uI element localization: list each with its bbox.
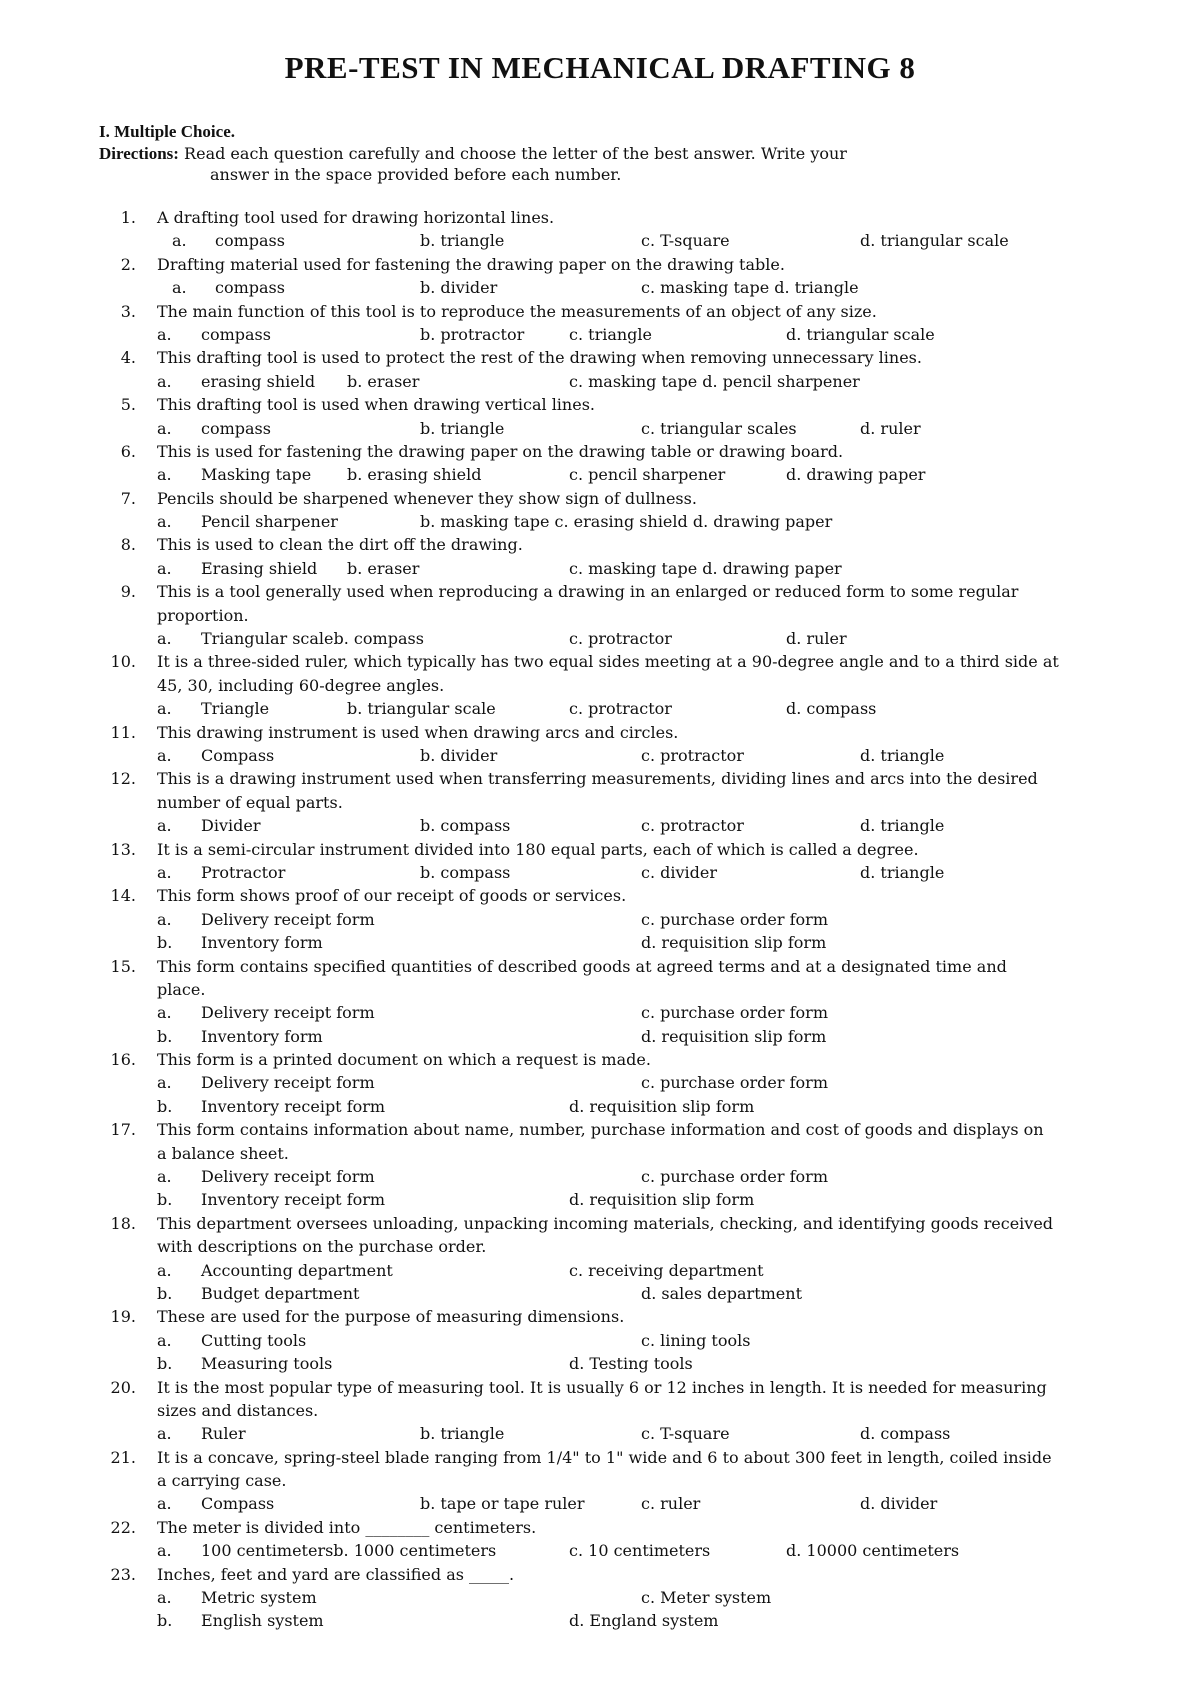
choice-text: c. masking tape d. triangle bbox=[641, 278, 859, 298]
question-text: It is a three-sided ruler, which typically has two equal sides meeting at a 90-degree angle and to a third side at bbox=[157, 652, 1059, 672]
question-text: A drafting tool used for drawing horizontal lines. bbox=[157, 208, 555, 227]
question-line bbox=[0, 767, 1200, 790]
question-item bbox=[0, 487, 1200, 534]
question-number: 10. bbox=[110, 652, 136, 672]
question-line bbox=[0, 1563, 1200, 1586]
choice-row bbox=[0, 1586, 1200, 1609]
choice-text: Inventory form bbox=[201, 933, 323, 953]
choice-row bbox=[0, 697, 1200, 720]
question-number: 9. bbox=[120, 582, 136, 602]
choice-row bbox=[0, 861, 1200, 884]
question-item bbox=[0, 580, 1200, 650]
choice-text: Protractor bbox=[201, 862, 286, 882]
question-text: a carrying case. bbox=[157, 1471, 287, 1491]
question-text: The meter is divided into ________ centimeters. bbox=[157, 1517, 537, 1537]
choice-letter: b. bbox=[157, 1026, 173, 1046]
choice-letter: a. bbox=[157, 558, 172, 578]
question-line bbox=[0, 393, 1200, 416]
question-text: This form shows proof of our receipt of goods or services. bbox=[157, 886, 627, 906]
choice-text: d. requisition slip form bbox=[641, 933, 827, 953]
choice-text: c. ruler bbox=[641, 1494, 701, 1514]
question-text: place. bbox=[157, 979, 206, 999]
choice-text: c. protractor bbox=[641, 745, 744, 765]
choice-letter: b. bbox=[157, 1283, 173, 1303]
choice-letter: a. bbox=[157, 324, 172, 344]
choice-letter: b. bbox=[157, 1190, 173, 1210]
choice-text: c. masking tape d. pencil sharpener bbox=[569, 371, 860, 391]
question-line bbox=[0, 1305, 1200, 1328]
choice-row bbox=[0, 370, 1200, 393]
choice-letter: a. bbox=[157, 371, 172, 391]
choice-text: c. purchase order form bbox=[641, 1073, 828, 1093]
choice-text: c. pencil sharpener bbox=[569, 465, 726, 485]
question-line bbox=[0, 580, 1200, 603]
choice-letter: b. bbox=[157, 1354, 173, 1374]
question-line bbox=[0, 1516, 1200, 1539]
choice-text: c. triangular scales bbox=[641, 418, 797, 438]
choice-letter: a. bbox=[157, 1494, 172, 1514]
choice-text: c. T-square bbox=[641, 1424, 730, 1444]
question-line bbox=[0, 1235, 1200, 1258]
question-line bbox=[0, 1446, 1200, 1469]
choice-text: c. divider bbox=[641, 862, 718, 882]
question-text: These are used for the purpose of measuring dimensions. bbox=[157, 1307, 625, 1327]
question-number: 11. bbox=[110, 722, 136, 742]
question-line bbox=[0, 253, 1200, 276]
question-item bbox=[0, 206, 1200, 253]
choice-text: Inventory receipt form bbox=[201, 1190, 386, 1210]
directions-line-1 bbox=[99, 144, 847, 164]
choice-row bbox=[0, 417, 1200, 440]
question-text: This is a drawing instrument used when transferring measurements, dividing lines and arcs into the desired bbox=[157, 769, 1038, 789]
choice-text: d. 10000 centimeters bbox=[786, 1541, 960, 1561]
choice-text: Triangular scaleb. compass bbox=[201, 629, 424, 649]
question-item bbox=[0, 1118, 1200, 1212]
choice-letter: b. bbox=[157, 933, 173, 953]
question-item bbox=[0, 1376, 1200, 1446]
choice-letter: a. bbox=[157, 862, 172, 882]
choice-text: d. Testing tools bbox=[569, 1354, 693, 1374]
question-line bbox=[0, 884, 1200, 907]
choice-text: d. requisition slip form bbox=[641, 1026, 827, 1046]
choice-row bbox=[0, 1025, 1200, 1048]
choice-text: b. masking tape c. erasing shield d. drawing paper bbox=[420, 512, 833, 532]
choice-text: Triangle bbox=[201, 699, 270, 719]
choice-text: d. compass bbox=[860, 1424, 951, 1444]
question-line bbox=[0, 533, 1200, 556]
question-text: This form contains information about name, number, purchase information and cost of goods and displays on bbox=[157, 1120, 1044, 1140]
choice-row bbox=[0, 276, 1200, 299]
question-line bbox=[0, 1399, 1200, 1422]
question-number: 17. bbox=[110, 1120, 136, 1140]
choice-row bbox=[0, 1352, 1200, 1375]
question-number: 6. bbox=[120, 441, 136, 461]
question-item bbox=[0, 440, 1200, 487]
question-number: 20. bbox=[110, 1377, 136, 1397]
question-text: This is used for fastening the drawing paper on the drawing table or drawing board. bbox=[157, 441, 844, 461]
question-line bbox=[0, 721, 1200, 744]
question-line bbox=[0, 604, 1200, 627]
choice-text: d. requisition slip form bbox=[569, 1190, 755, 1210]
question-item bbox=[0, 884, 1200, 954]
choice-text: d. ruler bbox=[786, 629, 847, 649]
question-item bbox=[0, 650, 1200, 720]
choice-text: d. triangular scale bbox=[786, 324, 935, 344]
choice-letter: a. bbox=[157, 745, 172, 765]
question-text: This form contains specified quantities of described goods at agreed terms and at a designated time and bbox=[157, 956, 1007, 976]
choice-text: compass bbox=[201, 324, 271, 344]
choice-text: b. divider bbox=[420, 745, 498, 765]
question-line bbox=[0, 650, 1200, 673]
choice-text: d. triangle bbox=[860, 862, 945, 882]
choice-letter: a. bbox=[157, 1167, 172, 1187]
question-item bbox=[0, 300, 1200, 347]
choice-text: Ruler bbox=[201, 1424, 246, 1444]
choice-row bbox=[0, 323, 1200, 346]
choice-text: d. triangular scale bbox=[860, 231, 1009, 251]
choice-text: b. triangle bbox=[420, 231, 505, 251]
question-number: 2. bbox=[120, 254, 136, 274]
choice-text: Delivery receipt form bbox=[201, 1073, 375, 1093]
question-text: The main function of this tool is to reproduce the measurements of an object of any size. bbox=[157, 301, 877, 321]
choice-text: compass bbox=[201, 418, 271, 438]
question-text: It is the most popular type of measuring tool. It is usually 6 or 12 inches in length. It is needed for measuring bbox=[157, 1377, 1047, 1397]
question-line bbox=[0, 440, 1200, 463]
question-item bbox=[0, 838, 1200, 885]
question-item bbox=[0, 955, 1200, 1049]
page-title: PRE-TEST IN MECHANICAL DRAFTING 8 bbox=[284, 50, 916, 85]
question-text: This drafting tool is used to protect the rest of the drawing when removing unnecessary lines. bbox=[157, 348, 922, 368]
question-text: 45, 30, including 60-degree angles. bbox=[157, 675, 445, 695]
question-text: This drafting tool is used when drawing vertical lines. bbox=[157, 395, 595, 415]
choice-text: Inventory receipt form bbox=[201, 1096, 386, 1116]
question-line bbox=[0, 346, 1200, 369]
question-text: with descriptions on the purchase order. bbox=[157, 1237, 487, 1257]
choice-letter: a. bbox=[157, 909, 172, 929]
choice-text: b. protractor bbox=[420, 324, 525, 344]
choice-text: English system bbox=[201, 1611, 324, 1631]
question-item bbox=[0, 1446, 1200, 1516]
question-text: Inches, feet and yard are classified as _____. bbox=[157, 1564, 515, 1584]
choice-row bbox=[0, 1539, 1200, 1562]
question-number: 7. bbox=[120, 488, 136, 508]
choice-row bbox=[0, 1071, 1200, 1094]
question-text: This is used to clean the dirt off the drawing. bbox=[157, 535, 523, 555]
question-item bbox=[0, 253, 1200, 300]
question-text: This department oversees unloading, unpacking incoming materials, checking, and identifying goods received bbox=[157, 1213, 1054, 1233]
question-text: a balance sheet. bbox=[157, 1143, 289, 1163]
question-text: number of equal parts. bbox=[157, 792, 343, 812]
question-number: 12. bbox=[110, 769, 136, 789]
question-text: This drawing instrument is used when drawing arcs and circles. bbox=[157, 722, 679, 742]
choice-letter: a. bbox=[157, 1003, 172, 1023]
choice-row bbox=[0, 1095, 1200, 1118]
choice-text: b. erasing shield bbox=[347, 465, 482, 485]
choice-row bbox=[0, 744, 1200, 767]
choice-text: c. purchase order form bbox=[641, 1167, 828, 1187]
choice-row bbox=[0, 1422, 1200, 1445]
choice-text: 100 centimetersb. 1000 centimeters bbox=[201, 1541, 497, 1561]
choice-text: c. Meter system bbox=[641, 1588, 772, 1608]
question-number: 4. bbox=[120, 348, 136, 368]
choice-text: b. compass bbox=[420, 862, 511, 882]
choice-text: c. 10 centimeters bbox=[569, 1541, 711, 1561]
choice-text: Metric system bbox=[201, 1588, 317, 1608]
choice-row bbox=[0, 1188, 1200, 1211]
choice-letter: b. bbox=[157, 1611, 173, 1631]
choice-text: c. receiving department bbox=[569, 1260, 764, 1280]
question-item bbox=[0, 721, 1200, 768]
question-text: Pencils should be sharpened whenever they show sign of dullness. bbox=[157, 488, 697, 508]
question-number: 22. bbox=[110, 1517, 136, 1537]
choice-text: Erasing shield bbox=[201, 558, 318, 578]
choice-text: d. ruler bbox=[860, 418, 921, 438]
question-line bbox=[0, 300, 1200, 323]
question-text: Drafting material used for fastening the drawing paper on the drawing table. bbox=[157, 254, 785, 274]
choice-row bbox=[0, 931, 1200, 954]
directions-line-2: answer in the space provided before each number. bbox=[210, 165, 622, 184]
question-number: 15. bbox=[110, 956, 136, 976]
choice-letter: a. bbox=[157, 1073, 172, 1093]
choice-text: compass bbox=[215, 231, 285, 251]
choice-row bbox=[0, 1282, 1200, 1305]
choice-text: d. compass bbox=[786, 699, 877, 719]
question-line bbox=[0, 1142, 1200, 1165]
choice-text: Accounting department bbox=[201, 1260, 393, 1280]
choice-text: Inventory form bbox=[201, 1026, 323, 1046]
choice-letter: a. bbox=[157, 699, 172, 719]
question-line bbox=[0, 1469, 1200, 1492]
choice-text: Pencil sharpener bbox=[201, 512, 338, 532]
question-number: 18. bbox=[110, 1213, 136, 1233]
choice-text: c. protractor bbox=[569, 699, 672, 719]
question-line bbox=[0, 838, 1200, 861]
choice-letter: a. bbox=[157, 1424, 172, 1444]
choice-row bbox=[0, 229, 1200, 252]
question-text: It is a semi-circular instrument divided into 180 equal parts, each of which is called a degree. bbox=[157, 839, 919, 859]
choice-row bbox=[0, 1165, 1200, 1188]
question-number: 23. bbox=[110, 1564, 136, 1584]
choice-text: c. purchase order form bbox=[641, 909, 828, 929]
choice-row bbox=[0, 510, 1200, 533]
choice-text: b. triangle bbox=[420, 418, 505, 438]
choice-text: d. drawing paper bbox=[786, 465, 926, 485]
choice-letter: a. bbox=[157, 816, 172, 836]
choice-text: d. triangle bbox=[860, 745, 945, 765]
choice-text: c. purchase order form bbox=[641, 1003, 828, 1023]
question-line bbox=[0, 1118, 1200, 1141]
choice-text: Divider bbox=[201, 816, 261, 836]
choice-text: b. compass bbox=[420, 816, 511, 836]
choice-text: Budget department bbox=[201, 1283, 360, 1303]
choice-row bbox=[0, 1609, 1200, 1632]
choice-text: b. triangle bbox=[420, 1424, 505, 1444]
question-text: It is a concave, spring-steel blade ranging from 1/4" to 1" wide and 6 to about 300 feet in length, coiled inside bbox=[157, 1447, 1052, 1467]
choice-text: Compass bbox=[201, 745, 275, 765]
question-item bbox=[0, 393, 1200, 440]
choice-text: Cutting tools bbox=[201, 1330, 307, 1350]
choice-letter: a. bbox=[157, 1541, 172, 1561]
choice-text: d. England system bbox=[569, 1611, 719, 1631]
question-number: 1. bbox=[120, 208, 136, 227]
question-item bbox=[0, 346, 1200, 393]
choice-text: Delivery receipt form bbox=[201, 909, 375, 929]
choice-letter: a. bbox=[157, 1588, 172, 1608]
choice-text: c. protractor bbox=[569, 629, 672, 649]
question-item bbox=[0, 1305, 1200, 1375]
section-heading: I. Multiple Choice. bbox=[99, 122, 235, 141]
question-number: 3. bbox=[120, 301, 136, 321]
question-item bbox=[0, 533, 1200, 580]
choice-text: Delivery receipt form bbox=[201, 1167, 375, 1187]
question-number: 14. bbox=[110, 886, 136, 906]
question-text: proportion. bbox=[157, 605, 249, 625]
question-line bbox=[0, 791, 1200, 814]
question-line bbox=[0, 206, 1200, 229]
directions-label: Directions: bbox=[99, 144, 179, 163]
question-number: 21. bbox=[110, 1447, 136, 1467]
choice-text: Compass bbox=[201, 1494, 275, 1514]
question-number: 16. bbox=[110, 1050, 136, 1070]
question-item bbox=[0, 1048, 1200, 1118]
choice-text: c. protractor bbox=[641, 816, 744, 836]
choice-letter: a. bbox=[157, 1330, 172, 1350]
choice-text: c. T-square bbox=[641, 231, 730, 251]
question-line bbox=[0, 1212, 1200, 1235]
choice-row bbox=[0, 1492, 1200, 1515]
question-number: 8. bbox=[120, 535, 136, 555]
directions-text-1: Read each question carefully and choose the letter of the best answer. Write your bbox=[184, 144, 847, 163]
choice-row bbox=[0, 1259, 1200, 1282]
choice-text: d. sales department bbox=[641, 1283, 802, 1303]
question-item bbox=[0, 1212, 1200, 1306]
choice-text: d. divider bbox=[860, 1494, 938, 1514]
choice-row bbox=[0, 627, 1200, 650]
question-item bbox=[0, 1516, 1200, 1563]
choice-row bbox=[0, 814, 1200, 837]
choice-row bbox=[0, 1001, 1200, 1024]
choice-letter: a. bbox=[157, 512, 172, 532]
question-line bbox=[0, 978, 1200, 1001]
choice-text: b. divider bbox=[420, 278, 498, 298]
question-line bbox=[0, 1376, 1200, 1399]
choice-text: b. eraser bbox=[347, 558, 420, 578]
choice-letter: a. bbox=[157, 1260, 172, 1280]
question-line bbox=[0, 955, 1200, 978]
question-line bbox=[0, 1048, 1200, 1071]
choice-text: compass bbox=[215, 278, 285, 298]
question-number: 13. bbox=[110, 839, 136, 859]
choice-letter: a. bbox=[157, 629, 172, 649]
choice-row bbox=[0, 557, 1200, 580]
choice-text: d. triangle bbox=[860, 816, 945, 836]
choice-letter: a. bbox=[157, 418, 172, 438]
choice-text: erasing shield bbox=[201, 371, 316, 391]
question-list bbox=[0, 206, 1200, 1633]
choice-row bbox=[0, 908, 1200, 931]
question-number: 19. bbox=[110, 1307, 136, 1327]
question-item bbox=[0, 1563, 1200, 1633]
choice-letter: a. bbox=[157, 465, 172, 485]
question-item bbox=[0, 767, 1200, 837]
question-text: sizes and distances. bbox=[157, 1400, 319, 1420]
question-text: This is a tool generally used when reproducing a drawing in an enlarged or reduced form to some regular bbox=[157, 582, 1019, 602]
choice-text: c. lining tools bbox=[641, 1330, 751, 1350]
choice-text: b. tape or tape ruler bbox=[420, 1494, 585, 1514]
choice-text: d. requisition slip form bbox=[569, 1096, 755, 1116]
choice-letter: a. bbox=[172, 278, 187, 298]
choice-letter: b. bbox=[157, 1096, 173, 1116]
choice-text: Measuring tools bbox=[201, 1354, 333, 1374]
choice-text: c. triangle bbox=[569, 324, 652, 344]
question-number: 5. bbox=[120, 395, 136, 415]
choice-text: c. masking tape d. drawing paper bbox=[569, 558, 842, 578]
choice-letter: a. bbox=[172, 231, 187, 251]
choice-text: Delivery receipt form bbox=[201, 1003, 375, 1023]
question-line bbox=[0, 487, 1200, 510]
choice-text: b. triangular scale bbox=[347, 699, 496, 719]
choice-text: b. eraser bbox=[347, 371, 420, 391]
choice-text: Masking tape bbox=[201, 465, 312, 485]
question-line bbox=[0, 674, 1200, 697]
choice-row bbox=[0, 1329, 1200, 1352]
choice-row bbox=[0, 463, 1200, 486]
question-text: This form is a printed document on which a request is made. bbox=[157, 1050, 651, 1070]
